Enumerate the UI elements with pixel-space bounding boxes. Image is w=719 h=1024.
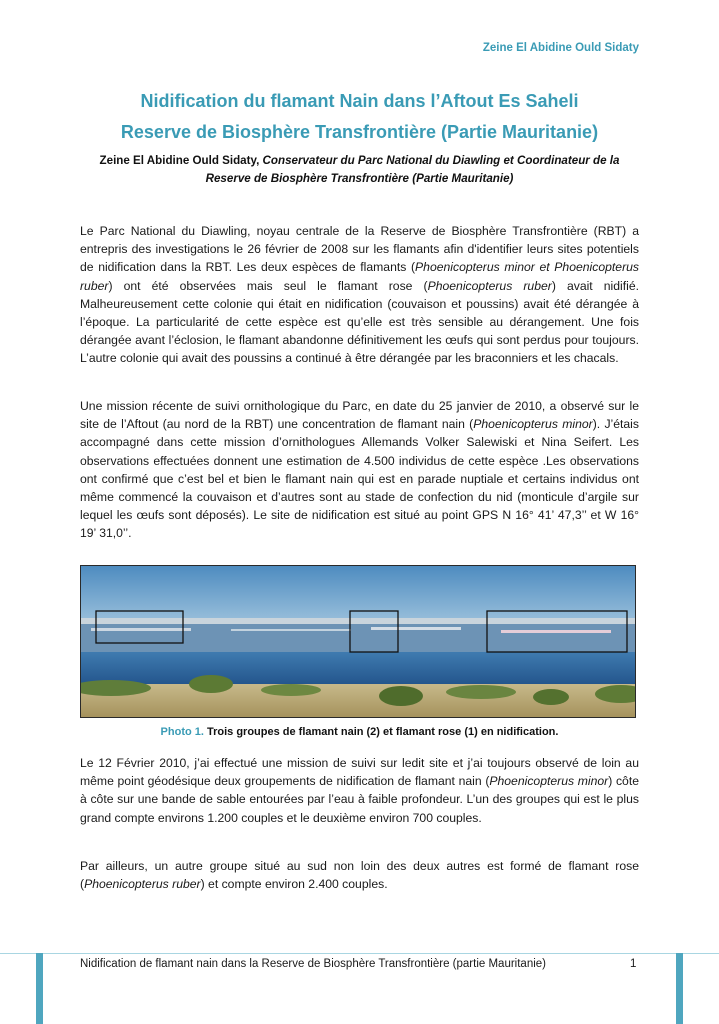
- photo-landscape: [81, 566, 636, 718]
- title-line-2: Reserve de Biosphère Transfrontière (Partie Mauritanie): [120, 122, 599, 142]
- caption-text: Trois groupes de flamant nain (2) et flamant rose (1) en nidification.: [203, 726, 559, 738]
- photo-caption: [80, 726, 639, 738]
- footer-right-bar: [676, 953, 683, 1024]
- p4-species-ruber: Phoenicopterus ruber: [84, 877, 201, 892]
- paragraph-2: [80, 397, 639, 543]
- p3-text-c: ) côte à côte sur une bande de sable entourées par l’eau à faible profondeur. L’un des groupes qui est le plus grand compte environs 1.200 couples et le deuxième environ 700 couples.: [80, 774, 639, 825]
- footer-title: Nidification de flamant nain dans la Reserve de Biosphère Transfrontière (partie Mauritanie): [80, 958, 546, 970]
- title-line-1: Nidification du flamant Nain dans l’Aftout Es Saheli: [140, 91, 579, 111]
- p1-text-e: ) avait nidifié. Malheureusement cette colonie qui était en nidification (couvaison et poussins) avait été dérangée à l’époque. La particularité de cette espèce est qu’elle est très sensible au dérangement. Une fois dérangée avant l’éclosion, le flamant abandonne définitivement les œufs qui sont perdus pour toujours. L’autre colonie qui avait des poussins a continué à être dérangée par les braconniers et les chacals.: [80, 278, 639, 366]
- p1-species-ruber: Phoenicopterus ruber: [427, 278, 552, 293]
- p3-species-minor: Phoenicopterus minor: [489, 774, 609, 789]
- p2-species-minor: Phoenicopterus minor: [473, 417, 593, 432]
- p3-text-a: Le 12 Février 2010, j’ai effectué une mission de suivi sur ledit site et j’ai toujours observé de loin au même point géodésique deux groupements de nidification de flamant nain (: [80, 756, 639, 789]
- page-number: 1: [630, 958, 637, 970]
- p1-text-a: Le Parc National du Diawling, noyau centrale de la Reserve de Biosphère Transfrontière (RBT) a entrepris des investigations le 26 février de 2008 sur les flamants afin d'identifier leurs sites potentiels de nidification dans la RBT. Les deux espèces de flamants (: [80, 224, 639, 275]
- p1-text-c: ) ont été observées mais seul le flamant rose (: [108, 278, 428, 293]
- header-author: Zeine El Abidine Ould Sidaty: [482, 42, 639, 54]
- footer-divider: [0, 953, 719, 954]
- flamingo-photo: [80, 565, 636, 718]
- paragraph-3: [80, 754, 639, 827]
- author-name: Zeine El Abidine Ould Sidaty,: [99, 154, 260, 167]
- p2-text-c: ). J’étais accompagné dans cette mission d’ornithologues Allemands Volker Salewiski et Nina Seifert. Les observations effectuées donnent une estimation de 4.500 individus de cette espèce .Les observations ont confirmé que c’est bel et bien le flamant nain qui est en parade nuptiale et certains individus ont même commencé la couvaison et d’autres sont au stade de confection du nid (monticule d’argile sur lequel les œufs sont déposés). Le site de nidification est situé au point GPS N 16° 41’ 47,3’’ et W 16° 19’ 31,0’’.: [80, 417, 639, 541]
- document-title: [80, 86, 639, 148]
- p4-text-a: Par ailleurs, un autre groupe situé au sud non loin des deux autres est formé de flamant rose (: [80, 859, 639, 892]
- footer-left-bar: [36, 953, 43, 1024]
- paragraph-1: [80, 222, 639, 368]
- caption-label: Photo 1.: [160, 726, 204, 738]
- author-byline: [80, 152, 639, 188]
- author-role: Conservateur du Parc National du Diawling et Coordinateur de la Reserve de Biosphère Transfrontière (Partie Mauritanie): [205, 154, 620, 185]
- paragraph-4: [80, 857, 639, 893]
- p4-text-c: ) et compte environ 2.400 couples.: [200, 877, 388, 892]
- p1-species-both: Phoenicopterus minor et Phoenicopterus ruber: [80, 260, 639, 293]
- p2-text-a: Une mission récente de suivi ornithologique du Parc, en date du 25 janvier de 2010, a observé sur le site de l’Aftout (au nord de la RBT) une concentration de flamant nain (: [80, 399, 639, 432]
